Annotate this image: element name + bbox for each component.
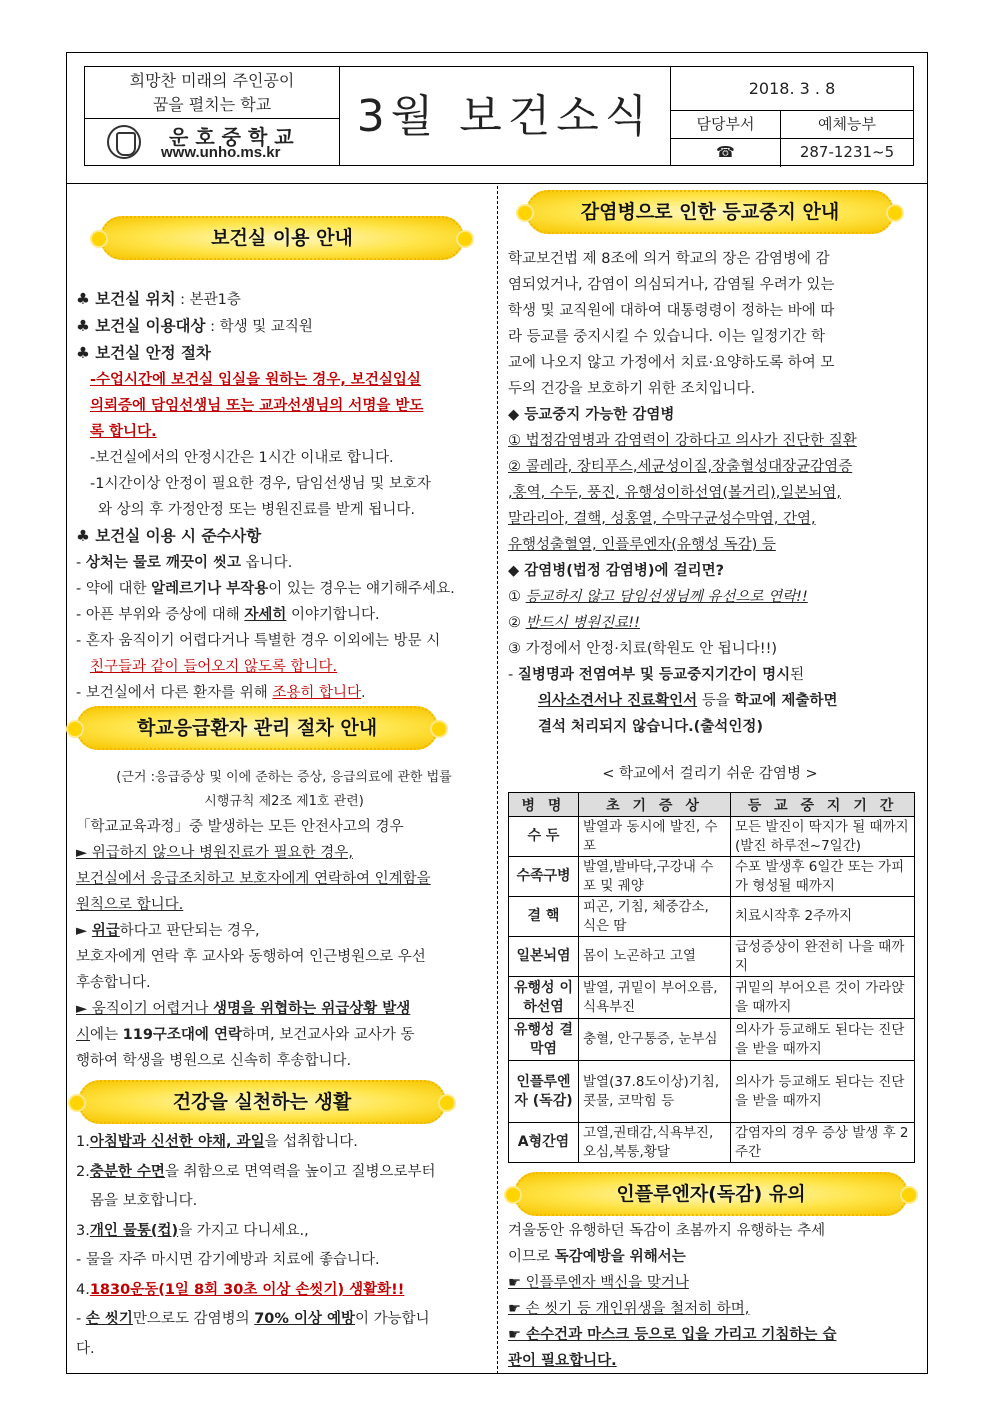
phone-icon: ☎ — [671, 139, 781, 167]
case-c-rest: 하며, 보건교사와 교사가 동 — [242, 1027, 415, 1043]
item-3-strong: 개인 물통(컵) — [89, 1222, 179, 1239]
newsletter-header — [66, 52, 928, 184]
disease-name: 수 두 — [509, 817, 579, 857]
motto-line-2: 꿈을 펼치는 학교 — [152, 95, 272, 114]
item-1-number: 1. — [76, 1134, 90, 1150]
school-name: 운호중학교 — [169, 127, 301, 149]
phone-row — [671, 139, 913, 167]
disease-name: 결 핵 — [509, 897, 579, 937]
case-a-line-3: 원칙으로 합니다. — [76, 897, 184, 913]
disease-symptom: 충혈, 안구통증, 눈부심 — [579, 1019, 731, 1061]
note-doc: 의사소견서나 진료확인서 — [538, 693, 698, 709]
target-text: : 학생 및 교직원 — [205, 319, 313, 335]
rule-2-strong: 알레르기나 부작용 — [151, 581, 269, 597]
item-2-line-2: 몸을 보호합니다. — [90, 1193, 198, 1209]
emergency-procedure — [76, 814, 492, 1074]
item-4-end: 이 가능합니 — [355, 1311, 430, 1327]
item-2-number: 2. — [76, 1163, 90, 1180]
phone-value: 287-1231~5 — [799, 143, 895, 161]
column-divider — [497, 186, 498, 1374]
flu-tip-2: ☛ 손 씻기 등 개인위생을 철저히 하며, — [508, 1301, 750, 1317]
intro-line-6: 두의 건강을 보호하기 위한 조치입니다. — [508, 381, 756, 397]
emergency-intro: 「학교교육과정」중 발생하는 모든 안전사고의 경우 — [76, 819, 404, 835]
header-name: 병 명 — [509, 793, 579, 817]
step-3-text: ③ 가정에서 안정·치료(학원도 안 됩니다!!) — [508, 641, 778, 657]
table-header-row — [509, 793, 915, 817]
issue-date: 2018. 3 . 8 — [671, 67, 913, 111]
disease-line-4: 말라리아, 결핵, 성홍열, 수막구균성수막염, 간염, — [508, 511, 816, 527]
item-4-strong: 1830운동(1일 8회 30초 이상 손씻기) 생활화!! — [89, 1281, 405, 1298]
target-heading: ♣ 보건실 이용대상 — [76, 317, 206, 335]
title-box — [340, 66, 670, 166]
item-1-strong: 아침밥과 신선한 야채, 과일 — [89, 1134, 265, 1150]
dept-row — [671, 111, 913, 139]
influenza-guide — [508, 1218, 920, 1374]
rule-4-line: - 혼자 움직이기 어렵다거나 특별한 경우 이외에는 방문 시 — [76, 633, 441, 649]
item-4-line-3: 다. — [76, 1340, 95, 1357]
disease-name: 일본뇌염 — [509, 937, 579, 977]
note-line-3: 결석 처리되지 않습니다.(출석인정) — [538, 719, 763, 735]
procedure-line-1b: 의뢰증에 담임선생님 또는 교과선생님의 서명을 받도 — [90, 398, 424, 414]
case-c-strong: 생명을 위협하는 위급상황 발생 — [213, 1001, 411, 1017]
case-a-line-1: ► 위급하지 않으나 병원진료가 필요한 경우, — [76, 845, 353, 861]
item-2-strong: 충분한 수면 — [89, 1163, 165, 1180]
disease-period: 귀밑의 부어오른 것이 가라앉을 때까지 — [731, 977, 915, 1019]
rule-1-rest: 옵니다. — [241, 555, 293, 571]
newsletter-title: 3월 보건소식 — [356, 91, 654, 142]
rest-procedure-heading: ♣ 보건실 안정 절차 — [76, 344, 211, 362]
flu-tip-3: ☛ 손수건과 마스크 등으로 입을 가리고 기침하는 습 — [508, 1327, 837, 1343]
item-4-number: 4. — [76, 1281, 90, 1298]
rule-3-rest: 이야기합니다. — [286, 607, 380, 623]
step-2-text: 반드시 병원진료!! — [525, 615, 640, 631]
healthy-life-list — [76, 1128, 492, 1364]
disease-line-3: ,홍역, 수두, 풍진, 유행성이하선염(볼거리),일본뇌염, — [508, 485, 841, 501]
intro-line-1: 학교보건법 제 8조에 의거 학교의 장은 감염병에 감 — [508, 251, 830, 267]
procedure-line-2: -보건실에서의 안정시간은 1시간 이내로 합니다. — [90, 450, 394, 466]
rule-5-prefix: - 보건실에서 다른 환자를 위해 — [76, 685, 273, 701]
dept-value: 예체능부 — [818, 115, 876, 133]
flu-line-2b: 독감예방을 위해서는 — [554, 1249, 686, 1265]
disease-name: 수족구병 — [509, 857, 579, 897]
disease-symptom: 발열과 동시에 발진, 수포 — [579, 817, 731, 857]
case-b-line-3: 후송합니다. — [76, 975, 151, 991]
table-row — [509, 1061, 915, 1123]
if-infected-heading: ◆ 감염병(법정 감염병)에 걸리면? — [508, 563, 725, 579]
rules-heading: ♣ 보건실 이용 시 준수사항 — [76, 527, 262, 545]
disease-symptom: 고열,권태감,식욕부진,오심,복통,황달 — [579, 1123, 731, 1163]
rule-5-strong: 조용히 합니다 — [272, 685, 362, 701]
section-banner-influenza: 인플루엔자(독감) 유의 — [514, 1172, 908, 1216]
section-banner-health-room: 보건실 이용 안내 — [100, 216, 464, 260]
disease-name: 인플루엔자 (독감) — [509, 1061, 579, 1123]
school-info-box — [84, 66, 340, 166]
disease-line-2: ② 콜레라, 장티푸스,세균성이질,장출혈성대장균감염증 — [508, 459, 853, 475]
disease-period: 급성증상이 완전히 나을 때까지 — [731, 937, 915, 977]
location-heading: ♣ 보건실 위치 — [76, 290, 176, 308]
health-room-guide — [76, 286, 492, 706]
rule-1-prefix: - — [76, 555, 86, 571]
disease-name: A형간염 — [509, 1123, 579, 1163]
rule-4-strong: 친구들과 같이 들어오지 않도록 합니다. — [90, 659, 338, 675]
table-row — [509, 937, 915, 977]
school-url: www.unho.ms.kr — [161, 144, 281, 161]
motto-line-1: 희망찬 미래의 주인공이 — [129, 71, 295, 90]
item-3-number: 3. — [76, 1222, 90, 1239]
disease-period: 모든 발진이 딱지가 될 때까지(발진 하루전~7일간) — [731, 817, 915, 857]
item-4-percent: 70% 이상 예방 — [254, 1311, 356, 1327]
basis-line-1: (근거 :응급증상 및 이에 준하는 증상, 응급의료에 관한 법률 — [116, 770, 452, 785]
disease-period: 의사가 등교해도 된다는 진단을 받을 때까지 — [731, 1061, 915, 1123]
rule-3-strong: 자세히 — [244, 607, 287, 623]
note-submit: 학교에 제출하면 — [734, 693, 838, 709]
case-b-rest: 하다고 판단되는 경우, — [119, 923, 260, 939]
case-a-line-2: 보건실에서 응급조치하고 보호자에게 연락하여 인계함을 — [76, 871, 431, 887]
intro-line-2: 염되었거나, 감염이 의심되거나, 감염될 우려가 있는 — [508, 277, 835, 293]
disease-period: 수포 발생후 6일간 또는 가피가 형성될 때까지 — [731, 857, 915, 897]
intro-line-5: 교에 나오지 않고 가정에서 치료·요양하도록 하여 모 — [508, 355, 835, 371]
school-motto — [85, 67, 339, 119]
diseases-heading: ◆ 등교중지 가능한 감염병 — [508, 407, 675, 423]
disease-symptom: 몸이 노곤하고 고열 — [579, 937, 731, 977]
item-4-mid: 만으로도 감염병의 — [132, 1311, 255, 1327]
table-row — [509, 977, 915, 1019]
item-4-dash: - — [76, 1311, 86, 1327]
rule-2-rest: 이 있는 경우는 얘기해주세요. — [268, 581, 455, 597]
disease-period: 치료시작후 2주까지 — [731, 897, 915, 937]
table-caption: < 학교에서 걸리기 쉬운 감염병 > — [602, 766, 818, 782]
intro-line-4: 라 등교를 중지시킬 수 있습니다. 이는 일정기간 학 — [508, 329, 826, 345]
step-2-number: ② — [508, 615, 526, 631]
flu-tip-1: ☛ 인플루엔자 백신을 맞거나 — [508, 1275, 689, 1291]
note-rest-1: 된 — [790, 667, 805, 683]
table-row — [509, 1123, 915, 1163]
section-banner-infection: 감염병으로 인한 등교중지 안내 — [526, 190, 894, 234]
basis-line-2: 시행규칙 제2조 제1호 관련) — [204, 794, 364, 809]
emergency-basis — [76, 766, 492, 814]
note-mid: 등을 — [697, 693, 735, 709]
school-emblem-icon — [107, 125, 141, 159]
disease-line-1: ① 법정감염병과 감염력이 강하다고 의사가 진단한 질환 — [508, 433, 857, 449]
case-c-eneun: 에는 — [90, 1027, 123, 1043]
case-c-119: 119구조대에 연락 — [122, 1027, 242, 1043]
school-identity — [85, 119, 339, 165]
rule-2-prefix: - 약에 대한 — [76, 581, 152, 597]
disease-name: 유행성 이하선염 — [509, 977, 579, 1019]
table-row — [509, 1019, 915, 1061]
section-banner-emergency: 학교응급환자 관리 절차 안내 — [76, 706, 438, 750]
item-1-rest: 을 섭취합니다. — [264, 1134, 358, 1150]
procedure-line-1c: 록 합니다. — [90, 424, 157, 440]
flu-line-1: 겨울동안 유행하던 독감이 초봄까지 유행하는 추세 — [508, 1223, 826, 1239]
header-symptom: 초 기 증 상 — [579, 793, 731, 817]
item-2-rest: 을 취함으로 면역력을 높이고 질병으로부터 — [164, 1163, 436, 1180]
case-b-strong: 위급 — [91, 923, 120, 939]
section-banner-healthy-life: 건강을 실천하는 생활 — [78, 1080, 446, 1124]
infection-table — [508, 792, 915, 1163]
table-row — [509, 817, 915, 857]
intro-line-3: 학생 및 교직원에 대하여 대통령령이 정하는 바에 따 — [508, 303, 835, 319]
case-c-si: 시 — [76, 1027, 91, 1043]
disease-period: 감염자의 경우 증상 발생 후 2주간 — [731, 1123, 915, 1163]
dept-label: 담당부서 — [671, 111, 781, 138]
location-text: : 본관1층 — [175, 292, 241, 308]
disease-symptom: 발열(37.8도이상)기침,콧물, 코막힘 등 — [579, 1061, 731, 1123]
note-strong-1: 질병명과 전염여부 및 등교중지기간이 명시 — [517, 667, 791, 683]
case-b-arrow: ► — [76, 923, 92, 939]
case-b-line-2: 보호자에게 연락 후 교사와 동행하여 인근병원으로 우선 — [76, 949, 426, 965]
disease-symptom: 발열,발바닥,구강내 수포 및 궤양 — [579, 857, 731, 897]
note-dash: - — [508, 667, 518, 683]
procedure-line-3a: -1시간이상 안정이 필요한 경우, 담임선생님 및 보호자 — [90, 476, 431, 492]
item-4-handwash: 손 씻기 — [85, 1311, 133, 1327]
disease-symptom: 피곤, 기침, 체중감소, 식은 땀 — [579, 897, 731, 937]
flu-line-2a: 이므로 — [508, 1249, 555, 1265]
procedure-line-1a: -수업시간에 보건실 입실을 원하는 경우, 보건실입실 — [90, 372, 421, 388]
rule-5-rest: . — [361, 685, 366, 701]
case-c-line-3: 행하여 학생을 병원으로 신속히 후송합니다. — [76, 1053, 352, 1069]
disease-period: 의사가 등교해도 된다는 진단을 받을 때까지 — [731, 1019, 915, 1061]
header-period: 등 교 중 지 기 간 — [731, 793, 915, 817]
disease-line-5: 유행성출혈열, 인플루엔자(유행성 독감) 등 — [508, 537, 776, 553]
case-c-prefix: ► 움직이기 어렵거나 — [76, 1001, 214, 1017]
item-3-rest: 을 가지고 다니세요., — [178, 1222, 309, 1239]
item-3-line-2: - 물을 자주 마시면 감기예방과 치료에 좋습니다. — [76, 1252, 380, 1268]
procedure-line-3b: 와 상의 후 가정안정 또는 병원진료를 받게 됩니다. — [98, 502, 416, 518]
table-row — [509, 897, 915, 937]
rule-1-strong: 상처는 물로 깨끗이 씻고 — [85, 555, 242, 571]
rule-3-prefix: - 아픈 부위와 증상에 대해 — [76, 607, 245, 623]
step-1-number: ① — [508, 589, 526, 605]
info-box — [670, 66, 914, 166]
table-row — [509, 857, 915, 897]
step-1-text: 등교하지 않고 담임선생님께 유선으로 연락!! — [525, 589, 808, 605]
disease-symptom: 발열, 귀밑이 부어오름, 식욕부진 — [579, 977, 731, 1019]
disease-name: 유행성 결막염 — [509, 1019, 579, 1061]
flu-tip-4: 관이 필요합니다. — [508, 1353, 617, 1369]
infection-guide — [508, 246, 920, 740]
